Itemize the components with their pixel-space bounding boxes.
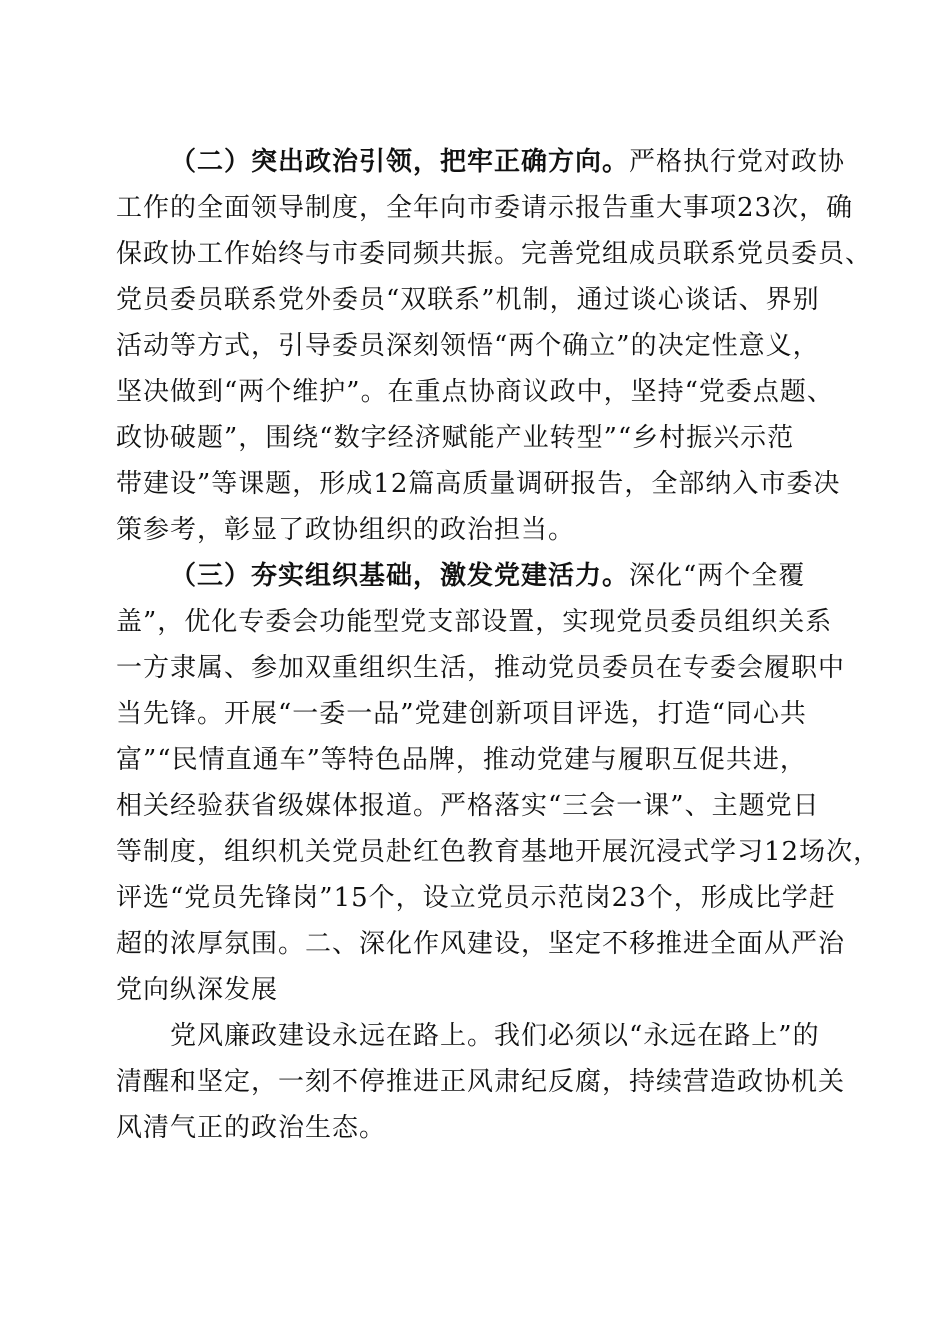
section3-line-4: 富”“民情直通车”等特色品牌，推动党建与履职互促共进， bbox=[116, 745, 807, 775]
section3-line-1: 盖”，优化专委会功能型党支部设置，实现党员委员组织关系 bbox=[116, 607, 833, 637]
closing-line-0: 党风廉政建设永远在路上。我们必须以“永远在路上”的 bbox=[170, 1021, 820, 1051]
section2-line-8: 策参考，彰显了政协组织的政治担当。 bbox=[116, 515, 576, 545]
section2-line-5: 坚决做到“两个维护”。在重点协商议政中，坚持“党委点题、 bbox=[116, 377, 834, 407]
closing-line-1: 清醒和坚定，一刻不停推进正风肃纪反腐，持续营造政协机关 bbox=[116, 1067, 846, 1097]
section3-line-8: 超的浓厚氛围。二、深化作风建设，坚定不移推进全面从严治 bbox=[116, 929, 846, 959]
section2-line-2: 保政协工作始终与市委同频共振。完善党组成员联系党员委员、 bbox=[116, 239, 873, 269]
section2-line-7: 带建设”等课题，形成12篇高质量调研报告，全部纳入市委决 bbox=[116, 469, 841, 499]
section3-first-line bbox=[170, 556, 910, 596]
section2-line-6: 政协破题”，围绕“数字经济赋能产业转型”“乡村振兴示范 bbox=[116, 423, 795, 453]
section2-line-0: 严格执行党对政协 bbox=[629, 147, 846, 177]
section2-line-4: 活动等方式，引导委员深刻领悟“两个确立”的决定性意义， bbox=[116, 331, 820, 361]
section2-heading: （二）突出政治引领，把牢正确方向。 bbox=[170, 147, 630, 177]
closing-line-2: 风清气正的政治生态。 bbox=[116, 1113, 387, 1143]
section3-line-9: 党向纵深发展 bbox=[116, 975, 279, 1005]
section3-line-3: 当先锋。开展“一委一品”党建创新项目评选，打造“同心共 bbox=[116, 699, 807, 729]
section2-line-1: 工作的全面领导制度，全年向市委请示报告重大事项23次，确 bbox=[116, 193, 854, 223]
section2-first-line bbox=[170, 142, 910, 182]
section3-heading: （三）夯实组织基础，激发党建活力。 bbox=[170, 561, 630, 591]
section3-line-2: 一方隶属、参加双重组织生活，推动党员委员在专委会履职中 bbox=[116, 653, 846, 683]
section3-line-0: 深化“两个全覆 bbox=[629, 561, 806, 591]
section3-line-5: 相关经验获省级媒体报道。严格落实“三会一课”、主题党日 bbox=[116, 791, 820, 821]
section2-line-3: 党员委员联系党外委员“双联系”机制，通过谈心谈话、界别 bbox=[116, 285, 820, 315]
section3-line-6: 等制度，组织机关党员赴红色教育基地开展沉浸式学习12场次， bbox=[116, 837, 881, 867]
section3-line-7: 评选“党员先锋岗”15个，设立党员示范岗23个，形成比学赶 bbox=[116, 883, 836, 913]
